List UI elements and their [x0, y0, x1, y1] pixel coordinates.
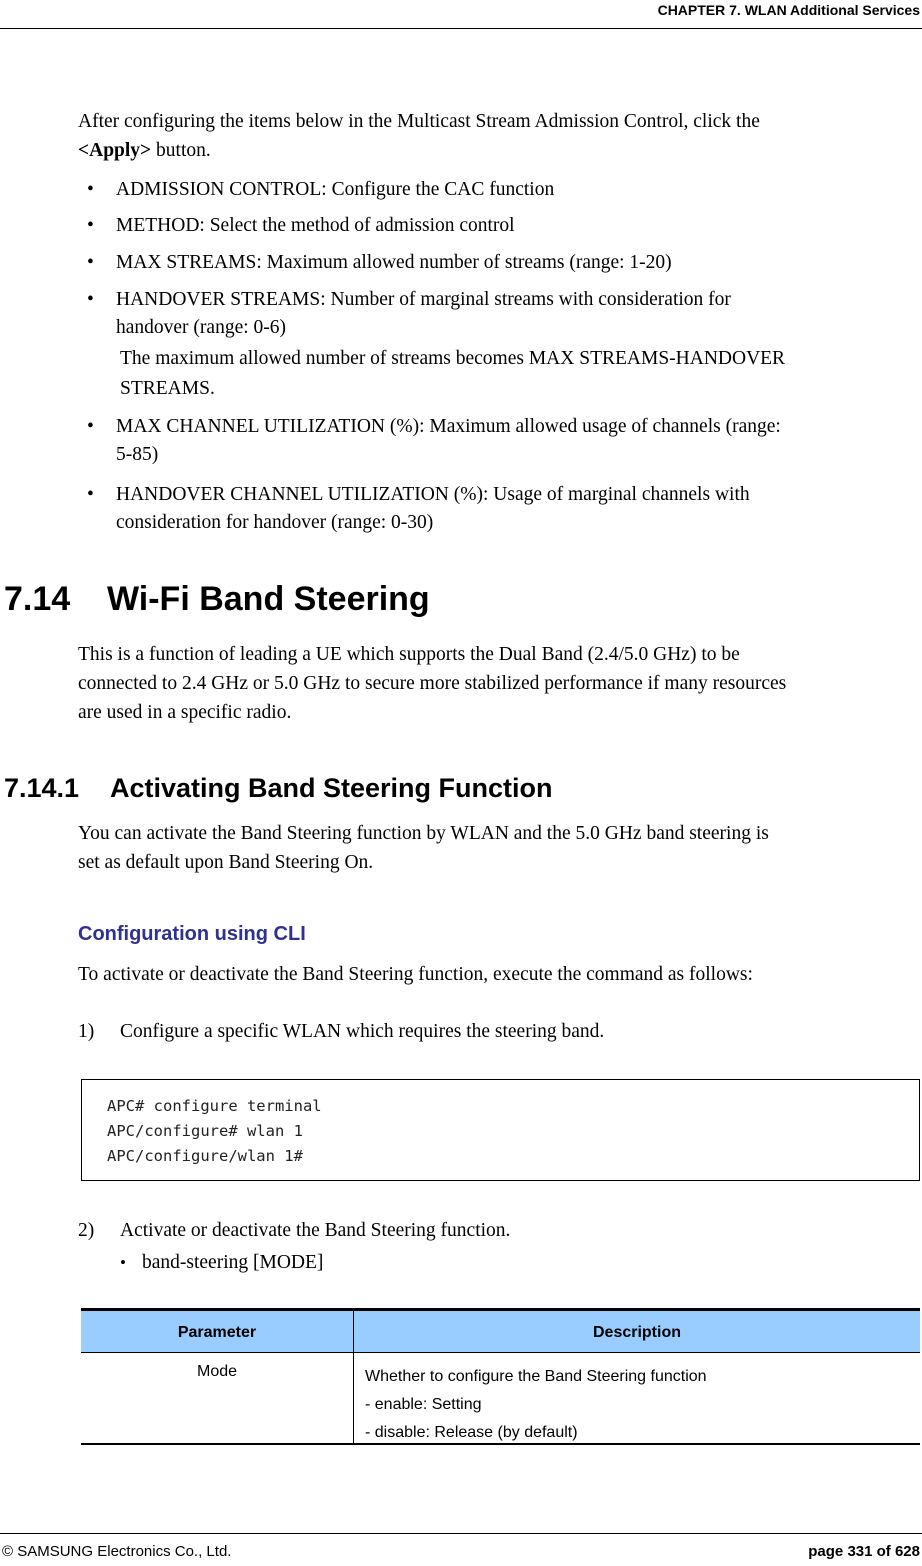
streams-note: [120, 344, 910, 404]
code-line: APC/configure/wlan 1#: [107, 1147, 303, 1165]
parameter-table: [81, 1308, 920, 1445]
cli-intro: To activate or deactivate the Band Steering function, execute the command as follows:: [78, 964, 753, 985]
copyright-text: © SAMSUNG Electronics Co., Ltd.: [2, 1543, 232, 1560]
section-description: [78, 640, 913, 727]
bullet-icon: •: [120, 1253, 126, 1272]
page-footer: [0, 1533, 922, 1566]
subsection-title: Activating Band Steering Function: [110, 773, 553, 803]
description-line: Whether to configure the Band Steering function: [365, 1368, 707, 1385]
column-header-parameter: Parameter: [177, 1324, 257, 1341]
step-text: Configure a specific WLAN which requires the steering band.: [120, 1021, 605, 1042]
subsection-number: 7.14.1: [4, 773, 80, 803]
table-row: [81, 1353, 920, 1445]
column-divider: [353, 1353, 354, 1443]
table-header-row: [81, 1308, 920, 1353]
subsection-description: [78, 819, 913, 877]
section-title: Wi-Fi Band Steering: [107, 580, 430, 618]
bullet-text-continued: 5-85): [116, 444, 159, 465]
bullet-icon: •: [87, 484, 94, 505]
step-number: 1): [78, 1021, 95, 1042]
intro-line-1: After configuring the items below in the Multicast Stream Admission Control, click the: [78, 111, 760, 132]
note-line-1: The maximum allowed number of streams becomes MAX STREAMS-HANDOVER: [120, 348, 786, 369]
bullet-text-continued: consideration for handover (range: 0-30): [116, 512, 434, 533]
apply-button-reference: <Apply>: [78, 140, 152, 161]
bullet-text-continued: handover (range: 0-6): [116, 317, 287, 338]
section-desc-line: This is a function of leading a UE which supports the Dual Band (2.4/5.0 GHz) to be: [78, 644, 740, 665]
cli-heading: Configuration using CLI: [78, 923, 306, 945]
bullet-text: MAX CHANNEL UTILIZATION (%): Maximum allowed usage of channels (range:: [116, 416, 781, 437]
description-line: - enable: Setting: [365, 1396, 482, 1413]
bullet-text: HANDOVER CHANNEL UTILIZATION (%): Usage of marginal channels with: [116, 484, 750, 505]
section-desc-line: connected to 2.4 GHz or 5.0 GHz to secure more stabilized performance if many resources: [78, 673, 787, 694]
code-line: APC# configure terminal: [107, 1097, 322, 1115]
page-number: page 331 of 628: [808, 1543, 920, 1560]
description-line: - disable: Release (by default): [365, 1424, 578, 1441]
bullet-icon: •: [87, 179, 94, 200]
section-number: 7.14: [4, 580, 71, 618]
bullet-icon: •: [87, 289, 94, 310]
bullet-text: ADMISSION CONTROL: Configure the CAC function: [116, 179, 555, 200]
subsection-desc-line: set as default upon Band Steering On.: [78, 852, 374, 873]
bullet-text: MAX STREAMS: Maximum allowed number of streams (range: 1-20): [116, 252, 672, 273]
code-line: APC/configure# wlan 1: [107, 1122, 303, 1140]
bullet-text: METHOD: Select the method of admission control: [116, 215, 515, 236]
step-text: Activate or deactivate the Band Steering function.: [120, 1220, 511, 1241]
bullet-icon: •: [87, 215, 94, 236]
column-header-description: Description: [592, 1324, 681, 1341]
section-desc-line: are used in a specific radio.: [78, 702, 292, 723]
intro-line-2-rest: button.: [151, 140, 211, 161]
bullet-text: HANDOVER STREAMS: Number of marginal streams with consideration for: [116, 289, 731, 310]
intro-line-2: [78, 136, 913, 165]
step-number: 2): [78, 1220, 95, 1241]
bullet-icon: •: [87, 252, 94, 273]
subsection-desc-line: You can activate the Band Steering function by WLAN and the 5.0 GHz band steering is: [78, 823, 769, 844]
bullet-icon: •: [87, 416, 94, 437]
note-line-2: STREAMS.: [120, 378, 215, 399]
cell-description: [365, 1363, 707, 1447]
command-syntax: band-steering [MODE]: [142, 1252, 324, 1273]
chapter-title: CHAPTER 7. WLAN Additional Services: [657, 2, 920, 18]
page-header: [0, 0, 922, 29]
cell-parameter: Mode: [196, 1363, 238, 1380]
code-block: [81, 1079, 920, 1181]
intro-paragraph: [78, 107, 913, 165]
